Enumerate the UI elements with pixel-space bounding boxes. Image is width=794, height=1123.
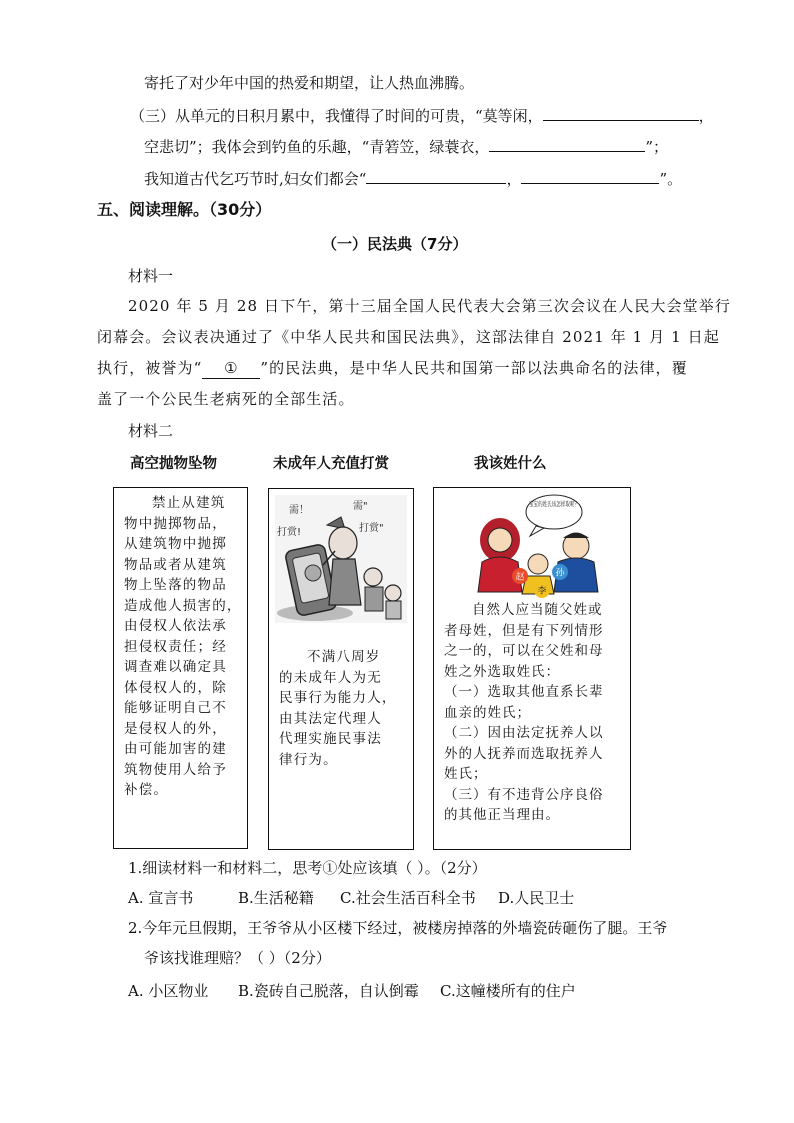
section-heading: 五、阅读理解。（30分） bbox=[97, 200, 272, 219]
surname-sun: 孙 bbox=[555, 568, 565, 579]
surname-zhao: 赵 bbox=[515, 572, 525, 583]
material1-line-4: 盖了一个公民生老病死的全部生活。 bbox=[97, 390, 355, 408]
surname-li: 李 bbox=[537, 586, 547, 597]
box1-line: 补偿。 bbox=[124, 782, 169, 798]
box3-line: 自然人应当随父姓或 bbox=[472, 602, 603, 618]
box1-line: 物品或者从建筑 bbox=[124, 556, 227, 573]
q1-option-b[interactable]: B.生活秘籍 bbox=[238, 889, 314, 907]
box1-text bbox=[124, 493, 244, 801]
q1-option-a[interactable]: A. 宣言书 bbox=[128, 889, 194, 907]
box1-line: 担侵权责任；经 bbox=[124, 638, 227, 655]
box3-line: 之一的，可以在父姓和母 bbox=[444, 643, 604, 659]
speech-bubble-text: 宝宝的姓氏该怎样取呢？ bbox=[529, 500, 601, 508]
box2-line: 的未成年人为无 bbox=[279, 669, 382, 686]
phone-tipping-cartoon bbox=[275, 495, 407, 623]
box2-line: 不满八周岁 bbox=[307, 649, 381, 665]
box3-line: （二）因由法定抚养人以 bbox=[444, 725, 604, 741]
box1-line: 造成他人损害的， bbox=[124, 597, 242, 614]
q1-option-d[interactable]: D.人民卫士 bbox=[498, 889, 575, 907]
box1-line: 体侵权人的，除 bbox=[124, 679, 227, 696]
comic2-word: 需" bbox=[353, 501, 368, 512]
box1-line: 由可能加害的建 bbox=[124, 741, 227, 757]
line4-end: ”。 bbox=[659, 170, 683, 188]
material2-label: 材料二 bbox=[128, 422, 174, 440]
box3-line: 者母姓，但是有下列情形 bbox=[444, 622, 604, 639]
box3-line: （一）选取其他直系长辈 bbox=[444, 684, 604, 700]
answer-blank-4[interactable] bbox=[521, 169, 659, 184]
box1-line: 是侵权人的外， bbox=[124, 720, 227, 737]
comic2-word: 打赏! bbox=[277, 527, 302, 538]
box3-line: （三）有不违背公序良俗 bbox=[444, 786, 604, 803]
box3-text bbox=[444, 600, 628, 826]
comic2-word: 需！ bbox=[289, 505, 309, 516]
answer-blank-3[interactable] bbox=[366, 169, 506, 184]
line3-end: ”； bbox=[645, 138, 669, 156]
material1-label: 材料一 bbox=[128, 267, 174, 285]
box1-line: 筑物使用人给予 bbox=[124, 761, 227, 778]
blank-1-marker: ① bbox=[202, 358, 260, 379]
box3-line: 血亲的姓氏； bbox=[444, 704, 531, 721]
box2-line: 由其法定代理人 bbox=[279, 710, 382, 727]
top-line-2 bbox=[130, 106, 714, 126]
comic2-word: 打赏" bbox=[359, 523, 384, 534]
line4-comma: ， bbox=[506, 170, 522, 188]
box3-line: 姓氏； bbox=[444, 766, 488, 782]
line-3-start: 执行，被誉为“ bbox=[97, 359, 203, 377]
box2-line: 律行为。 bbox=[279, 751, 338, 768]
box2-text bbox=[279, 647, 407, 770]
line2-text: （三）从单元的日积月累中，我懂得了时间的可贵，“莫等闲， bbox=[130, 107, 543, 125]
question-1-options bbox=[128, 888, 574, 908]
line4-text: 我知道古代乞巧节时,妇女们都会“ bbox=[144, 170, 367, 188]
top-line-4 bbox=[144, 169, 682, 189]
question-2-line-2: 爷该找谁理赔？（ ）（2分） bbox=[144, 949, 331, 967]
caption-minor-recharge: 未成年人充值打赏 bbox=[273, 456, 389, 472]
q2-option-c[interactable]: C.这幢楼所有的住户 bbox=[440, 982, 576, 1000]
material1-line-2: 闭幕会。会议表决通过了《中华人民共和国民法典》，这部法律自 2021 年 1 月 1 日起 bbox=[97, 328, 720, 346]
answer-blank-1[interactable] bbox=[543, 106, 699, 121]
box3-line: 的其他正当理由。 bbox=[444, 807, 560, 823]
box1-line: 调查难以确定具 bbox=[124, 659, 227, 675]
question-2-options bbox=[128, 981, 576, 1001]
material1-line-3 bbox=[97, 358, 688, 379]
box1-line: 从建筑物中抛掷 bbox=[124, 536, 227, 552]
caption-surname: 我该姓什么 bbox=[474, 456, 547, 472]
box-minor-recharge bbox=[268, 488, 414, 850]
box1-line: 物上坠落的物品 bbox=[124, 577, 227, 593]
sub-heading: （一）民法典（7分） bbox=[322, 235, 468, 253]
caption-falling-objects: 高空抛物坠物 bbox=[130, 456, 217, 472]
question-1: 1.细读材料一和材料二，思考①处应该填（ ）。（2分） bbox=[128, 859, 487, 877]
box1-line: 禁止从建筑 bbox=[152, 495, 226, 511]
line3-text: 空悲切”；我体会到钓鱼的乐趣，“青箬笠，绿蓑衣， bbox=[144, 138, 490, 156]
question-2-line-1: 2.今年元旦假期，王爷爷从小区楼下经过，被楼房掉落的外墙瓷砖砸伤了腿。王爷 bbox=[128, 919, 668, 937]
box-surname bbox=[433, 487, 631, 850]
box-falling-objects bbox=[113, 487, 248, 849]
box1-line: 物中抛掷物品， bbox=[124, 515, 227, 532]
q2-option-a[interactable]: A. 小区物业 bbox=[128, 982, 209, 1000]
box3-line: 姓之外选取姓氏： bbox=[444, 663, 560, 680]
q1-option-c[interactable]: C.社会生活百科全书 bbox=[340, 889, 476, 907]
answer-blank-2[interactable] bbox=[489, 137, 645, 152]
material1-line-1: 2020 年 5 月 28 日下午，第十三届全国人民代表大会第三次会议在人民大会堂举行 bbox=[128, 297, 731, 315]
box1-line: 能够证明自己不 bbox=[124, 700, 227, 716]
top-line-3 bbox=[144, 137, 668, 157]
box1-line: 由侵权人依法承 bbox=[124, 618, 227, 634]
line-3-end: ”的民法典，是中华人民共和国第一部以法典命名的法律，覆 bbox=[260, 359, 688, 377]
q2-option-b[interactable]: B.瓷砖自己脱落，自认倒霉 bbox=[238, 982, 419, 1000]
box2-line: 民事行为能力人， bbox=[279, 690, 397, 706]
box3-line: 外的人抚养而选取抚养人 bbox=[444, 745, 604, 762]
family-cartoon bbox=[466, 492, 606, 598]
line2-end: ， bbox=[698, 107, 714, 125]
box2-line: 代理实施民事法 bbox=[279, 731, 382, 747]
top-line-1: 寄托了对少年中国的热爱和期望，让人热血沸腾。 bbox=[144, 74, 475, 92]
